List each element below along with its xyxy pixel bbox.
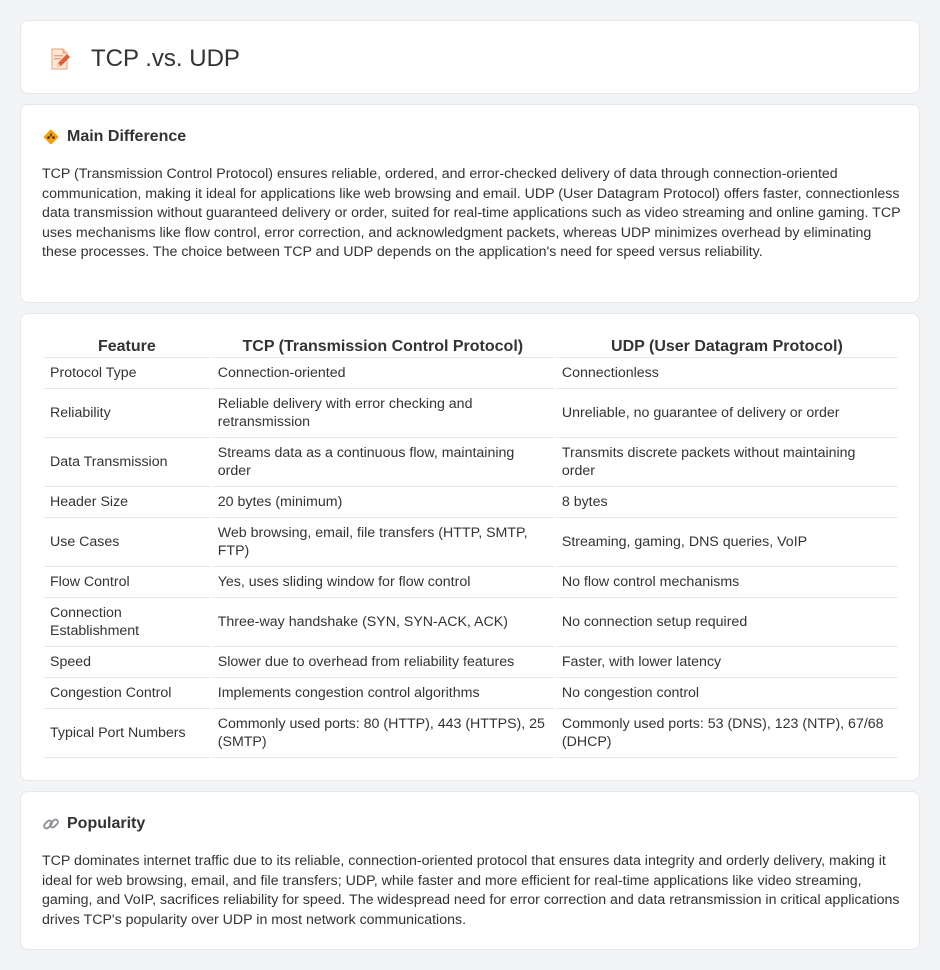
feature-cell: Typical Port Numbers [44, 709, 210, 758]
tcp-cell: Commonly used ports: 80 (HTTP), 443 (HTTPS), 25 (SMTP) [212, 709, 554, 758]
table-row [44, 567, 898, 598]
popularity-text: TCP dominates internet traffic due to its reliable, connection-oriented protocol that ensures data integrity and orderly delivery, making it ideal for web browsing, email, and file transfers; UDP, while faster and more efficient for real-time applications like video streaming, gaming, and VoIP, sacrifices reliability for speed. The widespread need for error correction and data retransmission in critical applications drives TCP's popularity over UDP in most network communications. [42, 853, 900, 928]
udp-cell: Streaming, gaming, DNS queries, VoIP [556, 518, 898, 567]
header-card [20, 20, 920, 94]
udp-cell: Unreliable, no guarantee of delivery or order [556, 389, 898, 438]
diamond-warning-icon [42, 128, 60, 146]
feature-cell: Protocol Type [44, 358, 210, 389]
tcp-cell: 20 bytes (minimum) [212, 487, 554, 518]
comparison-table [42, 334, 900, 758]
udp-cell: Commonly used ports: 53 (DNS), 123 (NTP), 67/68 (DHCP) [556, 709, 898, 758]
udp-cell: Faster, with lower latency [556, 647, 898, 678]
link-icon [42, 815, 60, 833]
tcp-cell: Connection-oriented [212, 358, 554, 389]
udp-cell: No connection setup required [556, 598, 898, 647]
page-title: TCP .vs. UDP [91, 45, 240, 72]
feature-cell: Speed [44, 647, 210, 678]
header-udp: UDP (User Datagram Protocol) [556, 334, 898, 358]
feature-cell: Use Cases [44, 518, 210, 567]
tcp-cell: Web browsing, email, file transfers (HTTP, SMTP, FTP) [212, 518, 554, 567]
document-pencil-icon [48, 47, 72, 71]
feature-cell: Connection Establishment [44, 598, 210, 647]
table-row [44, 709, 898, 758]
popularity-card [20, 791, 920, 950]
table-row [44, 647, 898, 678]
feature-cell: Data Transmission [44, 438, 210, 487]
main-difference-heading: Main Difference [67, 128, 187, 145]
feature-cell: Reliability [44, 389, 210, 438]
udp-cell: Transmits discrete packets without maintaining order [556, 438, 898, 487]
table-row [44, 487, 898, 518]
table-row [44, 518, 898, 567]
tcp-cell: Three-way handshake (SYN, SYN-ACK, ACK) [212, 598, 554, 647]
tcp-cell: Implements congestion control algorithms [212, 678, 554, 709]
table-row [44, 438, 898, 487]
table-row [44, 598, 898, 647]
table-row [44, 678, 898, 709]
main-difference-text: TCP (Transmission Control Protocol) ensures reliable, ordered, and error-checked delivery of data through connection-oriented communication, making it ideal for applications like web browsing and email. UDP (User Datagram Protocol) offers faster, connectionless data transmission without guaranteed delivery or order, suited for real-time applications such as video streaming and online gaming. TCP uses mechanisms like flow control, error correction, and acknowledgment packets, whereas UDP minimizes overhead by eliminating these processes. The choice between TCP and UDP depends on the application's need for speed versus reliability. [42, 166, 901, 260]
table-row [44, 358, 898, 389]
tcp-cell: Yes, uses sliding window for flow control [212, 567, 554, 598]
udp-cell: No congestion control [556, 678, 898, 709]
feature-cell: Congestion Control [44, 678, 210, 709]
tcp-cell: Slower due to overhead from reliability features [212, 647, 554, 678]
comparison-table-card [20, 313, 920, 781]
header-feature: Feature [44, 334, 210, 358]
feature-cell: Flow Control [44, 567, 210, 598]
popularity-heading: Popularity [67, 815, 146, 832]
feature-cell: Header Size [44, 487, 210, 518]
udp-cell: 8 bytes [556, 487, 898, 518]
main-difference-card [20, 104, 920, 303]
tcp-cell: Streams data as a continuous flow, maintaining order [212, 438, 554, 487]
table-row [44, 389, 898, 438]
udp-cell: No flow control mechanisms [556, 567, 898, 598]
header-tcp: TCP (Transmission Control Protocol) [212, 334, 554, 358]
table-header-row [44, 334, 898, 358]
udp-cell: Connectionless [556, 358, 898, 389]
tcp-cell: Reliable delivery with error checking and retransmission [212, 389, 554, 438]
